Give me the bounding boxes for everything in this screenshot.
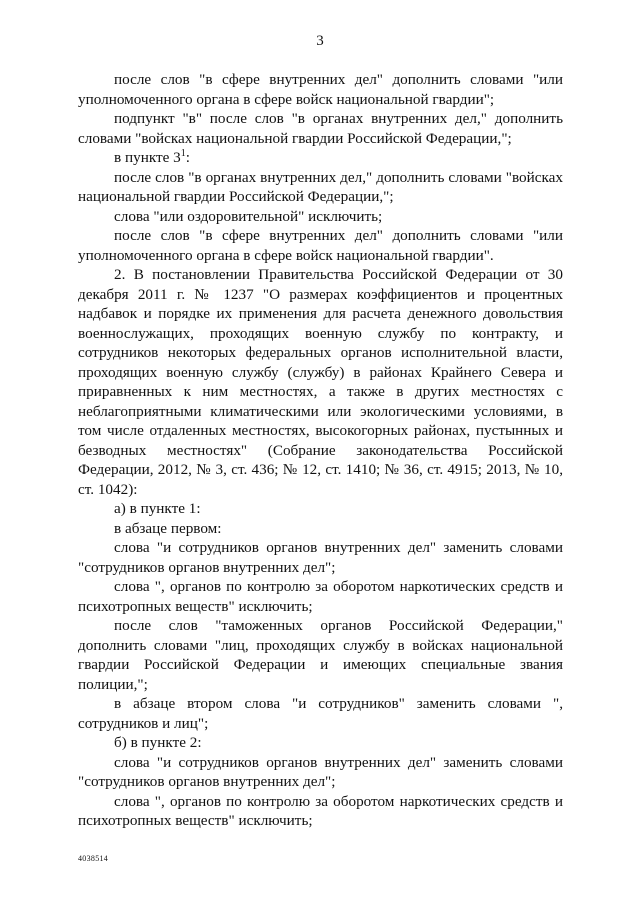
paragraph-3-text: в пункте 3 bbox=[114, 149, 181, 166]
paragraph-16: слова ", органов по контролю за оборотом наркотических средств и психотропных веществ" исключить; bbox=[78, 792, 563, 829]
paragraph-4: после слов "в органах внутренних дел," дополнить словами "войсках национальной гвардии Российской Федерации,"; bbox=[78, 168, 563, 205]
page-number: 3 bbox=[316, 33, 324, 49]
paragraph-14: б) в пункте 2: bbox=[114, 734, 202, 751]
colon: : bbox=[185, 149, 190, 166]
paragraph-3 bbox=[78, 148, 563, 168]
superscript-1: 1 bbox=[180, 148, 186, 159]
paragraph-12: после слов "таможенных органов Российской Федерации," дополнить словами "лиц, проходящих службу в войсках национальной гвардии Российской Федерации и имеющих специальные звания полиции,"; bbox=[78, 617, 563, 693]
paragraph-15: слова "и сотрудников органов внутренних дел" заменить словами "сотрудников органов внутренних дел"; bbox=[78, 753, 563, 790]
paragraph-7: 2. В постановлении Правительства Российской Федерации от 30 декабря 2011 г. № 1237 "О размерах коэффициентов и процентных надбавок и порядке их применения для расчета денежного довольствия военнослужащих, проходящих военную службу по контракту, и сотрудников некоторых федеральных органов исполнительной власти, проходящих военную службу (службу) в районах Крайнего Севера и приравненных к ним местностях, а также в других местностях с неблагоприятными климатическими или экологическими условиями, в том числе отдаленных местностях, высокогорных районах, пустынных и безводных местностях" (Собрание законодательства Российской Федерации, 2012, № 3, ст. 436; № 12, ст. 1410; № 36, ст. 4915; 2013, № 10, ст. 1042): bbox=[78, 266, 563, 498]
paragraph-2: подпункт "в" после слов "в органах внутренних дел," дополнить словами "войсках национальной гвардии Российской Федерации,"; bbox=[78, 110, 563, 147]
paragraph-6: после слов "в сфере внутренних дел" дополнить словами "или уполномоченного органа в сфере войск национальной гвардии". bbox=[78, 227, 563, 264]
paragraph-5: слова "или оздоровительной" исключить; bbox=[114, 207, 383, 225]
document-id: 4038514 bbox=[78, 854, 109, 863]
paragraph-10: слова "и сотрудников органов внутренних дел" заменить словами "сотрудников органов внутренних дел"; bbox=[78, 539, 563, 576]
paragraph-8: а) в пункте 1: bbox=[114, 500, 201, 517]
paragraph-13: в абзаце втором слова "и сотрудников" заменить словами ", сотрудников и лиц"; bbox=[78, 695, 563, 732]
paragraph-1: после слов "в сфере внутренних дел" дополнить словами "или уполномоченного органа в сфере войск национальной гвардии"; bbox=[78, 71, 563, 108]
paragraph-9: в абзаце первом: bbox=[114, 519, 222, 537]
paragraph-11: слова ", органов по контролю за оборотом наркотических средств и психотропных веществ" исключить; bbox=[78, 578, 563, 615]
document-body bbox=[78, 70, 563, 831]
